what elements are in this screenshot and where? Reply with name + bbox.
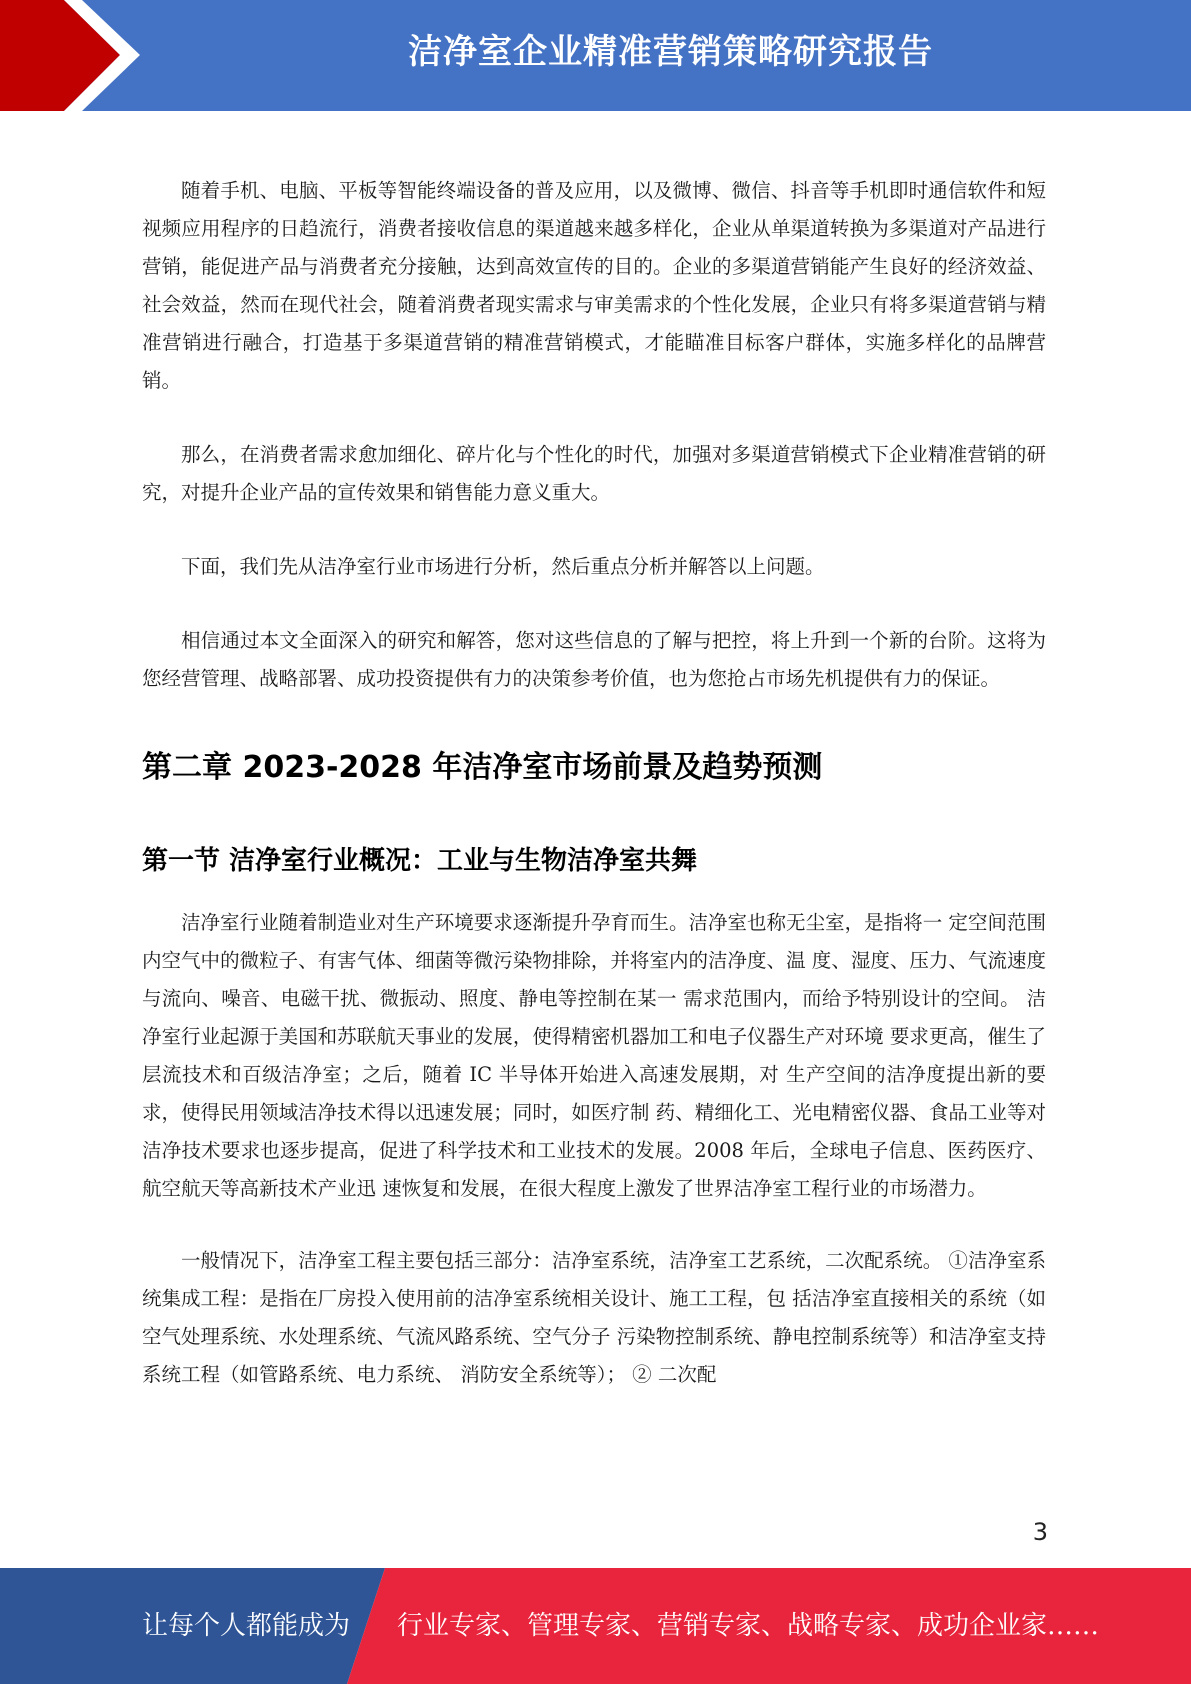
footer-slogan-left: 让每个人都能成为	[142, 1611, 351, 1641]
document-body	[142, 172, 1046, 1394]
page-number: 3	[1032, 1518, 1048, 1546]
paragraph-intro-2: 那么，在消费者需求愈加细化、碎片化与个性化的时代，加强对多渠道营销模式下企业精准营销的研究，对提升企业产品的宣传效果和销售能力意义重大。	[142, 443, 1046, 504]
chapter-title: 第二章 2023-2028 年洁净室市场前景及趋势预测	[142, 750, 823, 785]
paragraph-intro-3: 下面，我们先从洁净室行业市场进行分析，然后重点分析并解答以上问题。	[181, 555, 825, 578]
header-title: 洁净室企业精准营销策略研究报告	[408, 32, 933, 72]
footer-slogan-right: 行业专家、管理专家、营销专家、战略专家、成功企业家……	[397, 1611, 1100, 1641]
page-header	[0, 0, 1191, 111]
paragraph-section-1: 洁净室行业随着制造业对生产环境要求逐渐提升孕育而生。洁净室也称无尘室，是指将一 定空间范围内空气中的微粒子、有害气体、细菌等微污染物排除，并将室内的洁净度、温 度、湿度、压力、气流速度与流向、噪音、电磁干扰、微振动、照度、静电等控制在某一 需求范围内，而给予特别设计的空间。 洁净室行业起源于美国和苏联航天事业的发展，使得精密机器加工和电子仪器生产对环境 要求更高，催生了层流技术和百级洁净室；之后，随着 IC 半导体开始进入高速发展期，对 生产空间的洁净度提出新的要求，使得民用领域洁净技术得以迅速发展；同时，如医疗制 药、精细化工、光电精密仪器、食品工业等对洁净技术要求也逐步提高，促进了科学技术和工业技术的发展。2008 年后，全球电子信息、医药医疗、航空航天等高新技术产业迅 速恢复和发展，在很大程度上激发了世界洁净室工程行业的市场潜力。	[142, 911, 1046, 1200]
paragraph-intro-4: 相信通过本文全面深入的研究和解答，您对这些信息的了解与把控，将上升到一个新的台阶。这将为您经营管理、战略部署、成功投资提供有力的决策参考价值，也为您抢占市场先机提供有力的保证。	[142, 629, 1046, 690]
page-footer	[0, 1568, 1191, 1684]
paragraph-intro-1: 随着手机、电脑、平板等智能终端设备的普及应用，以及微博、微信、抖音等手机即时通信软件和短视频应用程序的日趋流行，消费者接收信息的渠道越来越多样化，企业从单渠道转换为多渠道对产品进行营销，能促进产品与消费者充分接触，达到高效宣传的目的。企业的多渠道营销能产生良好的经济效益、社会效益，然而在现代社会，随着消费者现实需求与审美需求的个性化发展，企业只有将多渠道营销与精准营销进行融合，打造基于多渠道营销的精准营销模式，才能瞄准目标客户群体，实施多样化的品牌营销。	[142, 179, 1046, 392]
header-chevron-icon	[0, 0, 150, 111]
section-title: 第一节 洁净室行业概况：工业与生物洁净室共舞	[142, 846, 698, 876]
paragraph-section-2: 一般情况下，洁净室工程主要包括三部分：洁净室系统，洁净室工艺系统，二次配系统。 ①洁净室系统集成工程：是指在厂房投入使用前的洁净室系统相关设计、施工工程，包 括洁净室直接相关的系统（如空气处理系统、水处理系统、气流风路系统、空气分子 污染物控制系统、静电控制系统等）和洁净室支持系统工程（如管路系统、电力系统、 消防安全系统等）； ② 二次配	[142, 1249, 1046, 1386]
